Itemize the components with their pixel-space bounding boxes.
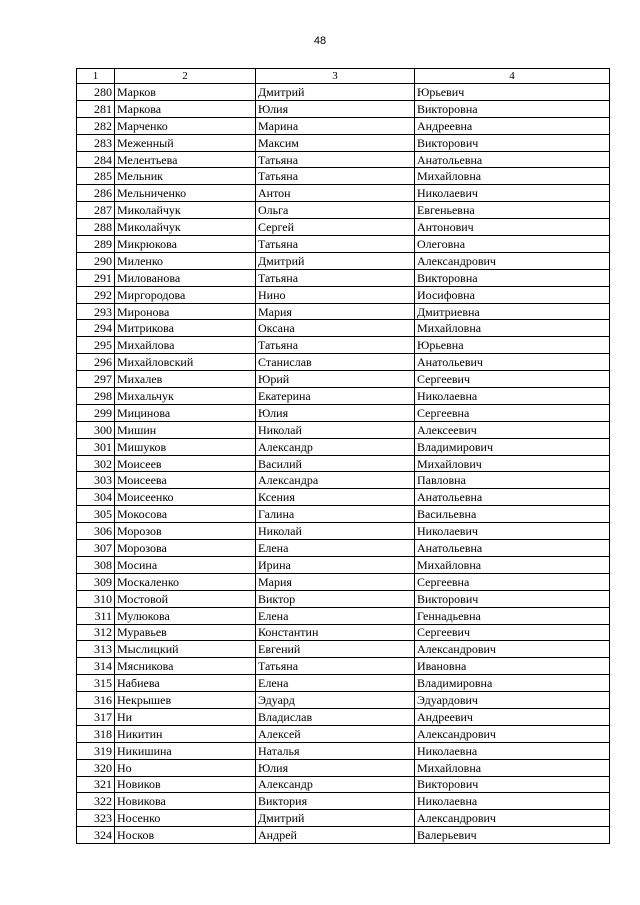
- first-name-cell: Юлия: [256, 100, 415, 117]
- patronymic-cell: Юрьевич: [415, 84, 610, 101]
- patronymic-cell: Сергеевна: [415, 404, 610, 421]
- row-number-cell: 290: [77, 252, 115, 269]
- surname-cell: Маркова: [115, 100, 256, 117]
- table-row: [77, 269, 610, 286]
- first-name-cell: Екатерина: [256, 388, 415, 405]
- patronymic-cell: Михайловна: [415, 759, 610, 776]
- row-number-cell: 283: [77, 134, 115, 151]
- patronymic-cell: Александрович: [415, 252, 610, 269]
- row-number-cell: 298: [77, 388, 115, 405]
- row-number-cell: 312: [77, 624, 115, 641]
- surname-cell: Носков: [115, 827, 256, 844]
- patronymic-cell: Михайловна: [415, 320, 610, 337]
- table-row: [77, 337, 610, 354]
- patronymic-cell: Дмитриевна: [415, 303, 610, 320]
- patronymic-cell: Владимирович: [415, 438, 610, 455]
- row-number-cell: 308: [77, 556, 115, 573]
- table-row: [77, 692, 610, 709]
- surname-cell: Моисеева: [115, 472, 256, 489]
- surname-cell: Меженный: [115, 134, 256, 151]
- patronymic-cell: Юрьевна: [415, 337, 610, 354]
- surname-cell: Морозов: [115, 523, 256, 540]
- first-name-cell: Александр: [256, 776, 415, 793]
- row-number-cell: 324: [77, 827, 115, 844]
- surname-cell: Мясникова: [115, 658, 256, 675]
- first-name-cell: Сергей: [256, 219, 415, 236]
- table-row: [77, 590, 610, 607]
- surname-cell: Михайлова: [115, 337, 256, 354]
- surname-cell: Миронова: [115, 303, 256, 320]
- first-name-cell: Антон: [256, 185, 415, 202]
- patronymic-cell: Сергеевна: [415, 573, 610, 590]
- table-row: [77, 658, 610, 675]
- first-name-cell: Владислав: [256, 708, 415, 725]
- patronymic-cell: Андреевна: [415, 117, 610, 134]
- patronymic-cell: Владимировна: [415, 675, 610, 692]
- roster-table: [76, 68, 610, 844]
- patronymic-cell: Ивановна: [415, 658, 610, 675]
- surname-cell: Муравьев: [115, 624, 256, 641]
- row-number-cell: 286: [77, 185, 115, 202]
- row-number-cell: 300: [77, 421, 115, 438]
- patronymic-cell: Геннадьевна: [415, 607, 610, 624]
- first-name-cell: Елена: [256, 540, 415, 557]
- surname-cell: Милованова: [115, 269, 256, 286]
- surname-cell: Марченко: [115, 117, 256, 134]
- column-number-3: 3: [256, 69, 415, 84]
- table-row: [77, 438, 610, 455]
- surname-cell: Микрюкова: [115, 236, 256, 253]
- row-number-cell: 306: [77, 523, 115, 540]
- row-number-cell: 305: [77, 506, 115, 523]
- patronymic-cell: Валерьевич: [415, 827, 610, 844]
- table-row: [77, 151, 610, 168]
- row-number-cell: 309: [77, 573, 115, 590]
- table-row: [77, 725, 610, 742]
- row-number-cell: 314: [77, 658, 115, 675]
- patronymic-cell: Алексеевич: [415, 421, 610, 438]
- surname-cell: Мельник: [115, 168, 256, 185]
- first-name-cell: Ольга: [256, 202, 415, 219]
- first-name-cell: Юлия: [256, 759, 415, 776]
- row-number-cell: 293: [77, 303, 115, 320]
- surname-cell: Морозова: [115, 540, 256, 557]
- table-row: [77, 607, 610, 624]
- patronymic-cell: Викторович: [415, 134, 610, 151]
- first-name-cell: Татьяна: [256, 151, 415, 168]
- patronymic-cell: Николаевна: [415, 388, 610, 405]
- first-name-cell: Нино: [256, 286, 415, 303]
- table-row: [77, 185, 610, 202]
- table-row: [77, 354, 610, 371]
- patronymic-cell: Евгеньевна: [415, 202, 610, 219]
- first-name-cell: Николай: [256, 523, 415, 540]
- row-number-cell: 320: [77, 759, 115, 776]
- table-row: [77, 793, 610, 810]
- patronymic-cell: Анатольевич: [415, 354, 610, 371]
- surname-cell: Моисеенко: [115, 489, 256, 506]
- first-name-cell: Александра: [256, 472, 415, 489]
- first-name-cell: Виктория: [256, 793, 415, 810]
- first-name-cell: Василий: [256, 455, 415, 472]
- first-name-cell: Татьяна: [256, 168, 415, 185]
- first-name-cell: Эдуард: [256, 692, 415, 709]
- patronymic-cell: Сергеевич: [415, 624, 610, 641]
- table-row: [77, 827, 610, 844]
- surname-cell: Миленко: [115, 252, 256, 269]
- table-row: [77, 252, 610, 269]
- first-name-cell: Татьяна: [256, 236, 415, 253]
- first-name-cell: Юлия: [256, 404, 415, 421]
- table-row: [77, 168, 610, 185]
- table-row: [77, 236, 610, 253]
- patronymic-cell: Николаевич: [415, 523, 610, 540]
- table-row: [77, 810, 610, 827]
- column-number-row: [77, 69, 610, 84]
- table-row: [77, 202, 610, 219]
- row-number-cell: 319: [77, 742, 115, 759]
- row-number-cell: 291: [77, 269, 115, 286]
- surname-cell: Москаленко: [115, 573, 256, 590]
- patronymic-cell: Александрович: [415, 641, 610, 658]
- table-row: [77, 100, 610, 117]
- first-name-cell: Дмитрий: [256, 252, 415, 269]
- surname-cell: Некрышев: [115, 692, 256, 709]
- surname-cell: Марков: [115, 84, 256, 101]
- table-row: [77, 421, 610, 438]
- row-number-cell: 287: [77, 202, 115, 219]
- patronymic-cell: Анатольевна: [415, 489, 610, 506]
- surname-cell: Мыслицкий: [115, 641, 256, 658]
- first-name-cell: Марина: [256, 117, 415, 134]
- surname-cell: Мельниченко: [115, 185, 256, 202]
- first-name-cell: Оксана: [256, 320, 415, 337]
- first-name-cell: Дмитрий: [256, 810, 415, 827]
- table-row: [77, 388, 610, 405]
- first-name-cell: Ксения: [256, 489, 415, 506]
- first-name-cell: Евгений: [256, 641, 415, 658]
- first-name-cell: Максим: [256, 134, 415, 151]
- surname-cell: Новикова: [115, 793, 256, 810]
- row-number-cell: 321: [77, 776, 115, 793]
- row-number-cell: 296: [77, 354, 115, 371]
- surname-cell: Миргородова: [115, 286, 256, 303]
- table-row: [77, 675, 610, 692]
- table-row: [77, 708, 610, 725]
- patronymic-cell: Антонович: [415, 219, 610, 236]
- surname-cell: Никишина: [115, 742, 256, 759]
- row-number-cell: 301: [77, 438, 115, 455]
- first-name-cell: Галина: [256, 506, 415, 523]
- table-row: [77, 540, 610, 557]
- table-row: [77, 523, 610, 540]
- row-number-cell: 317: [77, 708, 115, 725]
- column-number-1: 1: [77, 69, 115, 84]
- surname-cell: Мостовой: [115, 590, 256, 607]
- table-row: [77, 134, 610, 151]
- table-row: [77, 624, 610, 641]
- patronymic-cell: Сергеевич: [415, 371, 610, 388]
- patronymic-cell: Михайловна: [415, 556, 610, 573]
- row-number-cell: 281: [77, 100, 115, 117]
- surname-cell: Михальчук: [115, 388, 256, 405]
- first-name-cell: Дмитрий: [256, 84, 415, 101]
- first-name-cell: Татьяна: [256, 269, 415, 286]
- row-number-cell: 315: [77, 675, 115, 692]
- row-number-cell: 297: [77, 371, 115, 388]
- table-row: [77, 776, 610, 793]
- row-number-cell: 316: [77, 692, 115, 709]
- table-row: [77, 303, 610, 320]
- patronymic-cell: Васильевна: [415, 506, 610, 523]
- first-name-cell: Николай: [256, 421, 415, 438]
- patronymic-cell: Павловна: [415, 472, 610, 489]
- surname-cell: Носенко: [115, 810, 256, 827]
- table-row: [77, 641, 610, 658]
- row-number-cell: 280: [77, 84, 115, 101]
- patronymic-cell: Анатольевна: [415, 540, 610, 557]
- first-name-cell: Наталья: [256, 742, 415, 759]
- first-name-cell: Татьяна: [256, 658, 415, 675]
- patronymic-cell: Викторовна: [415, 100, 610, 117]
- patronymic-cell: Викторович: [415, 590, 610, 607]
- surname-cell: Но: [115, 759, 256, 776]
- surname-cell: Набиева: [115, 675, 256, 692]
- surname-cell: Ни: [115, 708, 256, 725]
- patronymic-cell: Николаевна: [415, 742, 610, 759]
- patronymic-cell: Эдуардович: [415, 692, 610, 709]
- table-row: [77, 320, 610, 337]
- surname-cell: Мицинова: [115, 404, 256, 421]
- row-number-cell: 295: [77, 337, 115, 354]
- table-row: [77, 556, 610, 573]
- row-number-cell: 288: [77, 219, 115, 236]
- row-number-cell: 303: [77, 472, 115, 489]
- row-number-cell: 304: [77, 489, 115, 506]
- row-number-cell: 299: [77, 404, 115, 421]
- surname-cell: Мишин: [115, 421, 256, 438]
- surname-cell: Михайловский: [115, 354, 256, 371]
- table-row: [77, 404, 610, 421]
- first-name-cell: Александр: [256, 438, 415, 455]
- first-name-cell: Татьяна: [256, 337, 415, 354]
- patronymic-cell: Иосифовна: [415, 286, 610, 303]
- patronymic-cell: Николаевна: [415, 793, 610, 810]
- row-number-cell: 284: [77, 151, 115, 168]
- patronymic-cell: Александрович: [415, 810, 610, 827]
- row-number-cell: 311: [77, 607, 115, 624]
- row-number-cell: 285: [77, 168, 115, 185]
- patronymic-cell: Николаевич: [415, 185, 610, 202]
- table-row: [77, 84, 610, 101]
- first-name-cell: Юрий: [256, 371, 415, 388]
- patronymic-cell: Михайловна: [415, 168, 610, 185]
- patronymic-cell: Олеговна: [415, 236, 610, 253]
- row-number-cell: 323: [77, 810, 115, 827]
- table-row: [77, 489, 610, 506]
- table-row: [77, 742, 610, 759]
- first-name-cell: Станислав: [256, 354, 415, 371]
- row-number-cell: 310: [77, 590, 115, 607]
- surname-cell: Мосина: [115, 556, 256, 573]
- patronymic-cell: Анатольевна: [415, 151, 610, 168]
- surname-cell: Михалев: [115, 371, 256, 388]
- table-row: [77, 219, 610, 236]
- row-number-cell: 322: [77, 793, 115, 810]
- row-number-cell: 307: [77, 540, 115, 557]
- patronymic-cell: Андреевич: [415, 708, 610, 725]
- surname-cell: Новиков: [115, 776, 256, 793]
- first-name-cell: Елена: [256, 675, 415, 692]
- first-name-cell: Елена: [256, 607, 415, 624]
- surname-cell: Мелентьева: [115, 151, 256, 168]
- row-number-cell: 302: [77, 455, 115, 472]
- first-name-cell: Виктор: [256, 590, 415, 607]
- table-row: [77, 573, 610, 590]
- patronymic-cell: Александрович: [415, 725, 610, 742]
- patronymic-cell: Викторовна: [415, 269, 610, 286]
- first-name-cell: Константин: [256, 624, 415, 641]
- first-name-cell: Мария: [256, 303, 415, 320]
- row-number-cell: 289: [77, 236, 115, 253]
- patronymic-cell: Михайлович: [415, 455, 610, 472]
- column-number-4: 4: [415, 69, 610, 84]
- row-number-cell: 294: [77, 320, 115, 337]
- column-number-2: 2: [115, 69, 256, 84]
- surname-cell: Миколайчук: [115, 202, 256, 219]
- row-number-cell: 282: [77, 117, 115, 134]
- row-number-cell: 292: [77, 286, 115, 303]
- table-row: [77, 286, 610, 303]
- surname-cell: Мокосова: [115, 506, 256, 523]
- table-row: [77, 371, 610, 388]
- table-row: [77, 506, 610, 523]
- table-row: [77, 117, 610, 134]
- table-row: [77, 759, 610, 776]
- surname-cell: Мулюкова: [115, 607, 256, 624]
- row-number-cell: 313: [77, 641, 115, 658]
- first-name-cell: Андрей: [256, 827, 415, 844]
- table-row: [77, 472, 610, 489]
- surname-cell: Мишуков: [115, 438, 256, 455]
- surname-cell: Никитин: [115, 725, 256, 742]
- surname-cell: Миколайчук: [115, 219, 256, 236]
- first-name-cell: Ирина: [256, 556, 415, 573]
- row-number-cell: 318: [77, 725, 115, 742]
- patronymic-cell: Викторович: [415, 776, 610, 793]
- surname-cell: Митрикова: [115, 320, 256, 337]
- roster-table-body: [77, 69, 610, 844]
- page-number: 48: [313, 35, 327, 47]
- first-name-cell: Мария: [256, 573, 415, 590]
- first-name-cell: Алексей: [256, 725, 415, 742]
- surname-cell: Моисеев: [115, 455, 256, 472]
- table-row: [77, 455, 610, 472]
